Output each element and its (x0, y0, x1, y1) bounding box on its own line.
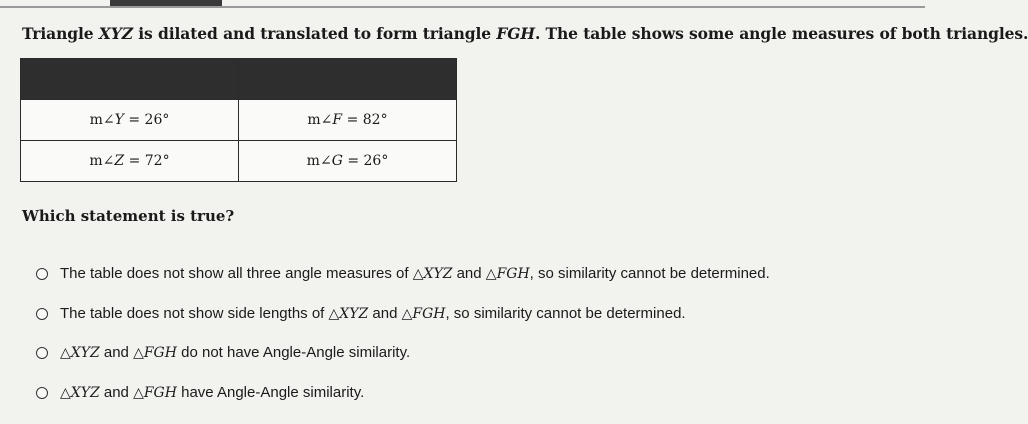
answer-option-2[interactable] (36, 305, 686, 322)
table-header-cell (21, 59, 239, 100)
table-row (21, 141, 457, 182)
table-row (21, 100, 457, 141)
table-cell-angle-g: m∠G = 26° (239, 141, 457, 182)
radio-button[interactable] (36, 308, 48, 320)
triangle-xyz-label: XYZ (98, 24, 133, 43)
table-cell-angle-y: m∠Y = 26° (21, 100, 239, 141)
prompt-text: Which statement is true? (22, 207, 235, 225)
table-cell-angle-z: m∠Z = 72° (21, 141, 239, 182)
radio-button[interactable] (36, 387, 48, 399)
option-label: The table does not show side lengths of △XYZ and △FGH, so similarity cannot be determined. (60, 305, 686, 322)
table-cell-angle-f: m∠F = 82° (239, 100, 457, 141)
angle-measures-table (20, 58, 457, 182)
answer-option-1[interactable] (36, 265, 770, 282)
option-label: The table does not show all three angle measures of △XYZ and △FGH, so similarity cannot be determined. (60, 265, 770, 282)
triangle-fgh-label: FGH (496, 24, 535, 43)
option-label: △XYZ and △FGH do not have Angle-Angle similarity. (60, 344, 411, 361)
table-header-cell (239, 59, 457, 100)
top-divider (0, 6, 925, 8)
answer-option-4[interactable] (36, 384, 364, 401)
radio-button[interactable] (36, 268, 48, 280)
option-label: △XYZ and △FGH have Angle-Angle similarity. (60, 384, 365, 401)
table-header-row (21, 59, 457, 100)
question-text: Triangle XYZ is dilated and translated to form triangle FGH. The table shows some angle measures of both triangles. (22, 24, 1028, 43)
radio-button[interactable] (36, 347, 48, 359)
answer-option-3[interactable] (36, 344, 410, 361)
